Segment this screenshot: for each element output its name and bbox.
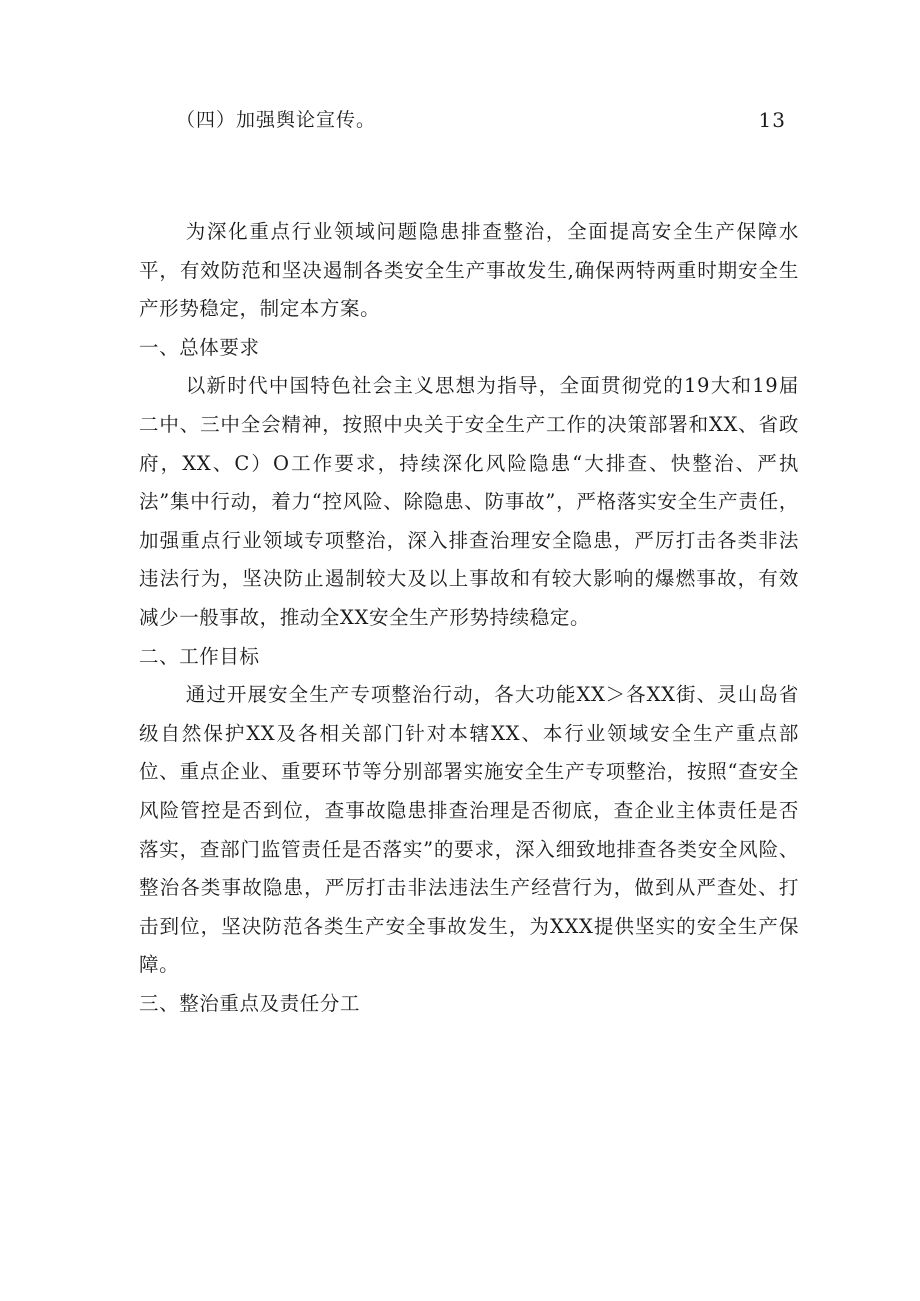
section-2-paragraph: 通过开展安全生产专项整治行动，各大功能XX＞各XX街、灵山岛省级自然保护XX及各相关部门针对本辖XX、本行业领域安全生产重点部位、重点企业、重要环节等分别部署实施安全生产专项整治，按照“查安全风险管控是否到位，查事故隐患排查治理是否彻底，查企业主体责任是否落实，查部门监管责任是否落实”的要求，深入细致地排查各类安全风险、整治各类事故隐患，严厉打击非法违法生产经营行为，做到从严查处、打击到位，坚决防范各类生产安全事故发生，为XXX提供坚实的安全生产保障。 bbox=[139, 683, 799, 977]
toc-entry bbox=[176, 104, 786, 136]
section-heading-3: 三、整治重点及责任分工 bbox=[139, 991, 361, 1015]
toc-page-number: 13 bbox=[758, 108, 786, 132]
intro-paragraph: 为深化重点行业领域问题隐患排查整治，全面提高安全生产保障水平，有效防范和坚决遏制各类安全生产事故发生,确保两特两重时期安全生产形势稳定，制定本方案。 bbox=[139, 220, 799, 321]
toc-entry-title: （四）加强舆论宣传。 bbox=[176, 109, 377, 131]
section-1-paragraph: 以新时代中国特色社会主义思想为指导，全面贯彻党的19大和19届二中、三中全会精神，按照中央关于安全生产工作的决策部署和XX、省政府，XX、C）O工作要求，持续深化风险隐患“大排查、快整治、严执法”集中行动，着力“控风险、除隐患、防事故”，严格落实安全生产责任，加强重点行业领域专项整治，深入排查治理安全隐患，严厉打击各类非法违法行为，坚决防止遏制较大及以上事故和有较大影响的爆燃事故，有效减少一般事故，推动全XX安全生产形势持续稳定。 bbox=[139, 374, 799, 629]
section-heading-2: 二、工作目标 bbox=[139, 644, 260, 668]
section-heading-1: 一、总体要求 bbox=[139, 335, 260, 359]
document-body bbox=[139, 213, 799, 1023]
